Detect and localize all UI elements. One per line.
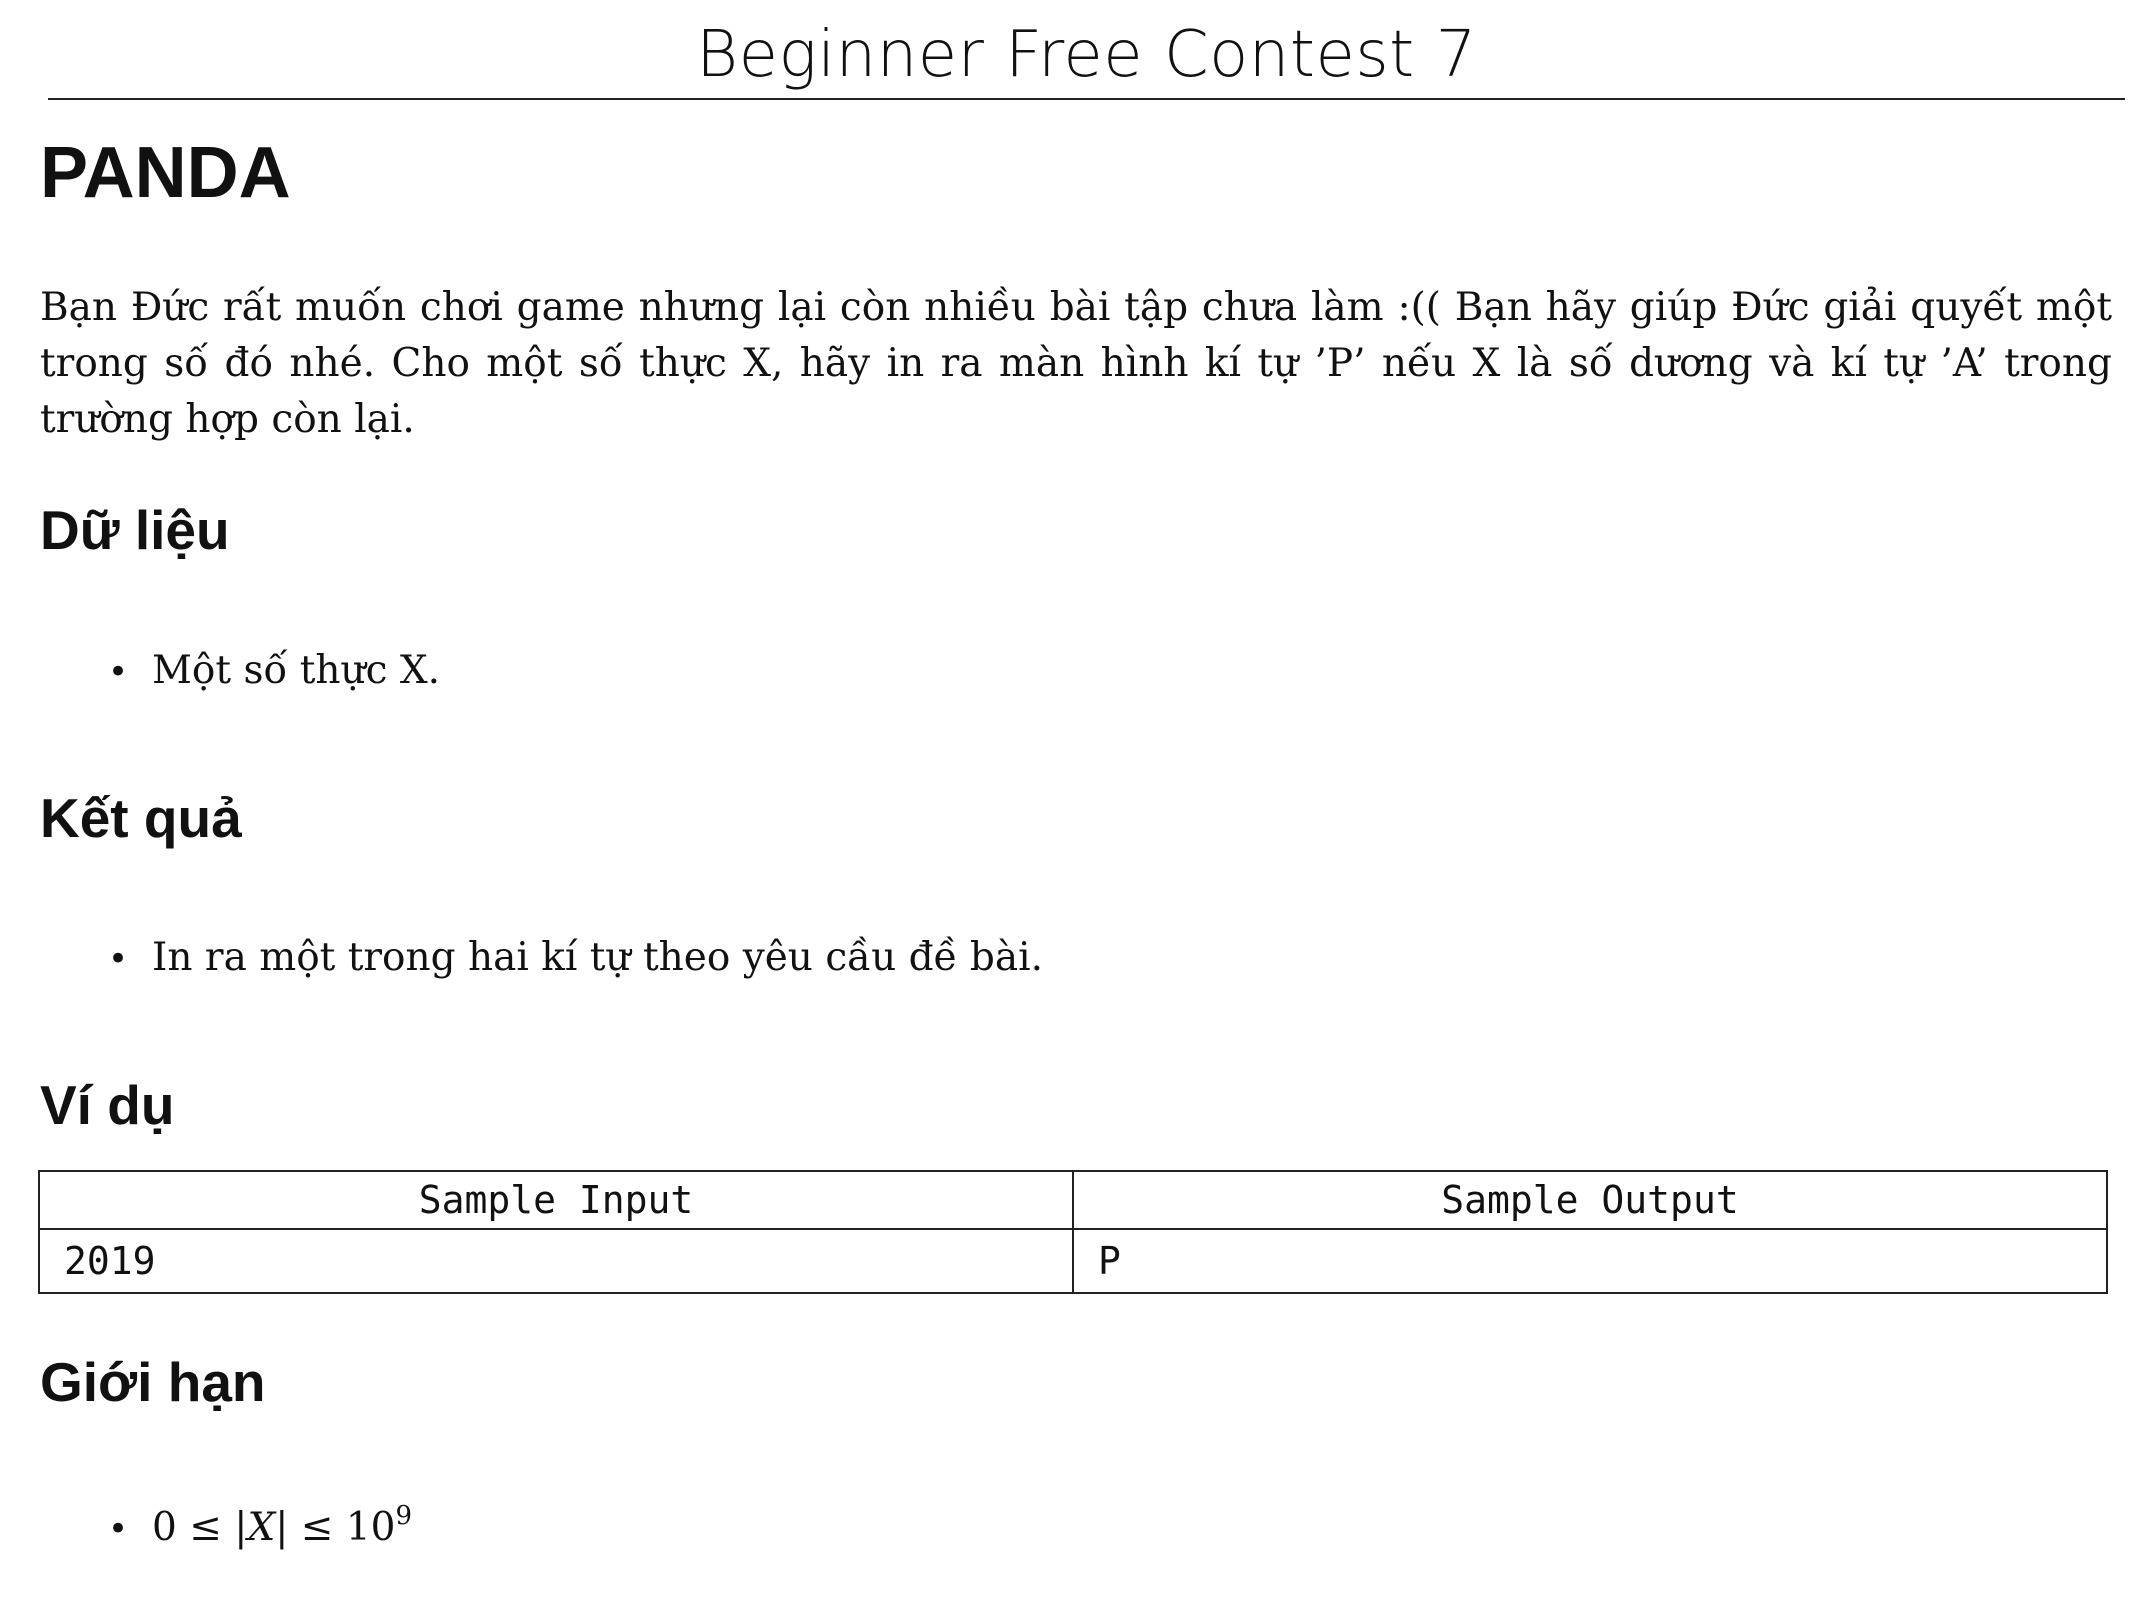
bullet-icon: • — [108, 1509, 129, 1549]
table-row — [39, 1229, 2107, 1293]
output-section-heading: Kết quả — [40, 787, 242, 849]
sample-input-value: 2019 — [39, 1229, 1073, 1293]
input-section-heading: Dữ liệu — [40, 499, 230, 561]
limit-variable: X — [247, 1505, 276, 1550]
output-bullet — [108, 930, 1043, 987]
sample-output-header: Sample Output — [1073, 1171, 2107, 1229]
limit-mid: | ≤ 10 — [275, 1505, 396, 1550]
bullet-icon: • — [108, 939, 129, 979]
table-header-row — [39, 1171, 2107, 1229]
limit-exponent: 9 — [395, 1501, 412, 1531]
output-bullet-text: In ra một trong hai kí tự theo yêu cầu đề bài. — [152, 935, 1044, 980]
sample-table — [38, 1170, 2108, 1294]
bullet-icon: • — [108, 652, 129, 692]
example-section-heading: Ví dụ — [40, 1074, 175, 1136]
limits-section-heading: Giới hạn — [40, 1351, 266, 1413]
problem-statement: Bạn Đức rất muốn chơi game nhưng lại còn nhiều bài tập chưa làm :(( Bạn hãy giúp Đức giải quyết một trong số đó nhé. Cho một số thực X, hãy in ra màn hình kí tự ’P’ nếu X là số dương và kí tự ’A’ trong trường hợp còn lại. — [40, 285, 2112, 442]
input-bullet-text: Một số thực X. — [152, 648, 441, 693]
input-bullet — [108, 643, 440, 700]
problem-title: PANDA — [40, 133, 291, 213]
sample-input-header: Sample Input — [39, 1171, 1073, 1229]
sample-output-value: P — [1073, 1229, 2107, 1293]
limit-lhs: 0 ≤ | — [152, 1505, 248, 1550]
contest-title: Beginner Free Contest 7 — [696, 18, 1477, 92]
limits-bullet — [108, 1500, 412, 1557]
page-header — [48, 12, 2125, 100]
